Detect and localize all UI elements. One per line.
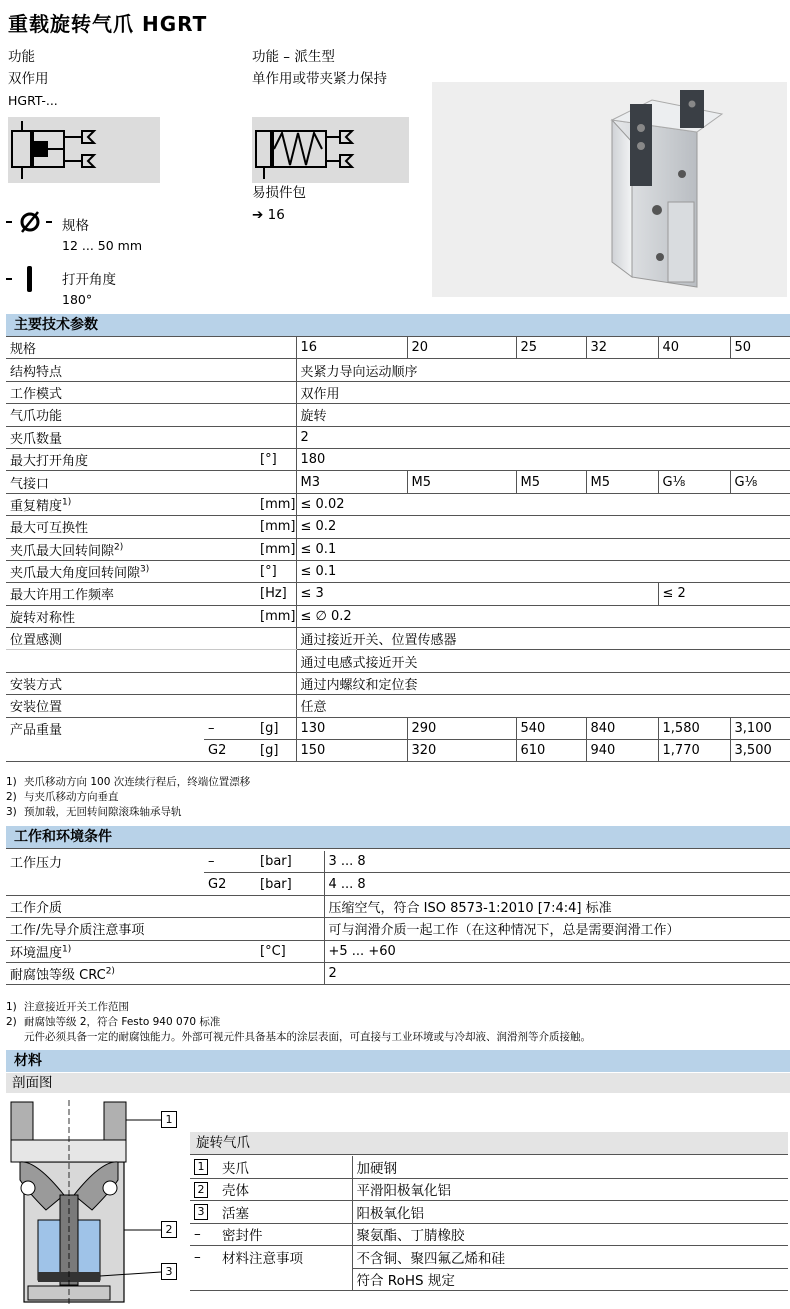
footnote-num: 1) — [6, 1001, 17, 1013]
weight-b-50: 3,500 — [730, 740, 790, 762]
function-variant-type: 单作用或带夹紧力保持 — [252, 71, 387, 87]
row-value-b: 通过电感式接近开关 — [296, 650, 790, 672]
row-value: 2 — [296, 426, 790, 448]
part-name: 夹爪 — [218, 1156, 352, 1178]
part-name: 材料注意事项 — [222, 1251, 303, 1267]
part-material: 平滑阳极氧化铝 — [352, 1178, 788, 1201]
weight-b-25: 610 — [516, 740, 586, 762]
size-50: 50 — [730, 337, 790, 359]
weight-a-32: 840 — [586, 717, 658, 739]
footnote-ref: 2) — [105, 966, 115, 977]
port-16: M3 — [296, 471, 407, 493]
part-num: – — [194, 1249, 201, 1265]
row-label: 安装位置 — [6, 695, 296, 717]
row-label: 旋转对称性 — [6, 605, 256, 627]
row-label: 最大许用工作频率 — [6, 583, 256, 605]
table-row — [6, 337, 790, 359]
wear-parts-label: 易损件包 — [252, 185, 306, 201]
row-label: 工作/先导介质注意事项 — [6, 918, 324, 940]
row-value: 压缩空气，符合 ISO 8573-1:2010 [7:4:4] 标准 — [324, 895, 790, 917]
part-name: 壳体 — [218, 1178, 352, 1201]
part-name: 活塞 — [218, 1201, 352, 1224]
footnote-text: 元件必须具备一定的耐腐蚀能力。外部可视元件具备基本的涂层表面，可直接与工业环境或与冷却液、润滑剂等介质接触。 — [24, 1031, 591, 1043]
table-row — [6, 672, 790, 694]
size-16: 16 — [296, 337, 407, 359]
footnote-ref: 1) — [62, 497, 72, 508]
part-num-box: 3 — [194, 1204, 208, 1220]
row-value: 通过接近开关、位置传感器 — [296, 628, 790, 650]
port-50: G⅛ — [730, 471, 790, 493]
row-label — [6, 940, 256, 962]
row-label-text: 夹爪最大回转间隙 — [10, 543, 115, 559]
row-label — [6, 560, 256, 582]
cross-section-drawing — [6, 1100, 186, 1309]
single-acting-symbol — [252, 117, 409, 183]
double-acting-symbol — [8, 117, 160, 183]
table-row — [6, 695, 790, 717]
materials-table-title: 旋转气爪 — [190, 1132, 788, 1155]
part-material-b: 符合 RoHS 规定 — [352, 1268, 788, 1291]
weight-b-32: 940 — [586, 740, 658, 762]
table-row — [6, 471, 790, 493]
table-row — [6, 538, 790, 560]
row-value: 3 ... 8 — [324, 851, 790, 873]
footnote-num: 2) — [6, 791, 17, 803]
row-value: 双作用 — [296, 381, 790, 403]
weight-a-40: 1,580 — [658, 717, 730, 739]
part-num — [190, 1178, 218, 1201]
table-row — [6, 404, 790, 426]
table-row — [6, 940, 790, 962]
row-unit: [g] — [256, 717, 296, 739]
table-row — [6, 448, 790, 470]
function-block — [8, 46, 58, 112]
footnote-ref: 3) — [140, 564, 150, 575]
function-code: HGRT-... — [8, 93, 58, 108]
footnote — [6, 1000, 591, 1015]
row-label: 位置感测 — [6, 628, 296, 650]
env-table-heading: 工作和环境条件 — [6, 826, 790, 849]
weight-b-16: 150 — [296, 740, 407, 762]
gripper-photo-icon — [432, 82, 787, 297]
footnote-text: 与夹爪移动方向垂直 — [24, 791, 119, 803]
variant-b: G2 — [204, 873, 256, 895]
function-variant-label: 功能 – 派生型 — [252, 49, 335, 65]
row-value: ≤ ∅ 0.2 — [296, 605, 790, 627]
footnote — [6, 1030, 591, 1045]
table-row — [6, 918, 790, 940]
table-row — [190, 1201, 788, 1224]
part-num: – — [190, 1223, 218, 1246]
size-40: 40 — [658, 337, 730, 359]
table-row — [190, 1223, 788, 1246]
footnote-num: 3) — [6, 806, 17, 818]
main-table-heading: 主要技术参数 — [6, 314, 790, 337]
footnote — [6, 1015, 591, 1030]
size-20: 20 — [407, 337, 516, 359]
materials-table — [190, 1156, 788, 1291]
weight-a-50: 3,100 — [730, 717, 790, 739]
table-row — [190, 1246, 788, 1269]
variant-a: – — [204, 851, 256, 873]
env-spec-table — [6, 851, 790, 985]
footnote-text: 预加载，无回转间隙滚珠轴承导轨 — [24, 806, 182, 818]
opening-value: 180° — [62, 292, 93, 307]
part-num-box: 2 — [194, 1182, 208, 1198]
table-row — [6, 426, 790, 448]
table-row — [6, 962, 790, 984]
footnote-text: 耐腐蚀等级 2，符合 Festo 940 070 标准 — [24, 1016, 221, 1028]
materials-heading: 材料 — [6, 1050, 790, 1072]
cross-section-icon — [6, 1100, 186, 1305]
table-row — [6, 628, 790, 650]
part-name-empty — [218, 1268, 352, 1291]
weight-a-25: 540 — [516, 717, 586, 739]
row-unit: [g] — [256, 740, 296, 762]
table-row — [6, 650, 790, 672]
double-acting-symbol-icon — [8, 117, 160, 183]
row-value: 旋转 — [296, 404, 790, 426]
table-row — [190, 1156, 788, 1178]
row-value: ≤ 0.1 — [296, 560, 790, 582]
table-row — [6, 381, 790, 403]
row-label — [6, 962, 324, 984]
part-num — [190, 1201, 218, 1224]
row-label: 工作压力 — [10, 856, 63, 872]
table-row — [6, 493, 790, 515]
size-value: 12 ... 50 mm — [62, 238, 143, 253]
part-material: 加硬钢 — [352, 1156, 788, 1178]
row-value: ≤ 0.1 — [296, 538, 790, 560]
row-unit: [Hz] — [256, 583, 296, 605]
row-label: 结构特点 — [6, 359, 296, 381]
opening-angle-icon — [6, 266, 52, 296]
part-material: 阳极氧化铝 — [352, 1201, 788, 1224]
table-row — [6, 516, 790, 538]
table-row — [190, 1268, 788, 1291]
row-value: ≤ 0.02 — [296, 493, 790, 515]
row-label: 工作介质 — [6, 895, 324, 917]
single-acting-spring-symbol-icon — [252, 117, 409, 183]
row-label: 气接口 — [6, 471, 296, 493]
env-footnotes — [6, 1000, 591, 1045]
size-32: 32 — [586, 337, 658, 359]
row-label — [6, 538, 256, 560]
row-value: ≤ 0.2 — [296, 516, 790, 538]
size-icon — [6, 210, 52, 238]
main-spec-table — [6, 337, 790, 762]
row-label — [6, 493, 256, 515]
table-row — [6, 583, 790, 605]
port-25: M5 — [516, 471, 586, 493]
table-row — [6, 605, 790, 627]
row-unit: [°C] — [256, 940, 324, 962]
footnote-text: 夹爪移动方向 100 次连续行程后，终端位置漂移 — [24, 776, 251, 788]
part-name: 密封件 — [218, 1223, 352, 1246]
row-value: 任意 — [296, 695, 790, 717]
function-type: 双作用 — [8, 71, 49, 87]
weight-b-20: 320 — [407, 740, 516, 762]
row-value: ≤ 3 — [296, 583, 658, 605]
table-row — [6, 717, 790, 739]
callout-3: 3 — [161, 1263, 177, 1280]
row-unit: [mm] — [256, 493, 296, 515]
row-value-2: ≤ 2 — [658, 583, 790, 605]
footnote — [6, 805, 250, 820]
row-value-b: 4 ... 8 — [324, 873, 790, 895]
row-value: 可与润滑介质一起工作（在这种情况下，总是需要润滑工作） — [324, 918, 790, 940]
function-label: 功能 — [8, 49, 35, 65]
weight-a-20: 290 — [407, 717, 516, 739]
row-label: 安装方式 — [6, 672, 296, 694]
row-unit: [°] — [256, 448, 296, 470]
table-row — [6, 560, 790, 582]
wear-parts-ref: 16 — [267, 207, 285, 223]
row-unit: [°] — [256, 560, 296, 582]
footnote — [6, 790, 250, 805]
function-variant-block — [252, 46, 387, 90]
table-row — [6, 851, 790, 873]
row-value: 通过内螺纹和定位套 — [296, 672, 790, 694]
row-value: 夹紧力导向运动顺序 — [296, 359, 790, 381]
port-40: G⅛ — [658, 471, 730, 493]
page-title: 重载旋转气爪 HGRT — [8, 12, 208, 36]
opening-label: 打开角度 — [62, 272, 116, 288]
row-unit: [bar] — [256, 851, 324, 873]
port-32: M5 — [586, 471, 658, 493]
row-value: 2 — [324, 962, 790, 984]
row-label: 夹爪数量 — [6, 426, 296, 448]
part-num-empty — [190, 1268, 218, 1291]
arrow-right-icon: ➔ — [252, 207, 264, 223]
table-row — [6, 359, 790, 381]
variant-b: G2 — [204, 740, 256, 762]
row-label: 产品重量 — [10, 723, 63, 739]
footnote-num: 1) — [6, 776, 17, 788]
weight-b-40: 1,770 — [658, 740, 730, 762]
row-value: 180 — [296, 448, 790, 470]
row-label-text: 夹爪最大角度回转间隙 — [10, 566, 141, 582]
table-row — [6, 740, 790, 762]
opening-spec — [62, 270, 116, 310]
row-unit: [mm] — [256, 538, 296, 560]
table-row — [6, 873, 790, 895]
callout-1: 1 — [161, 1111, 177, 1128]
table-row — [190, 1178, 788, 1201]
callout-2: 2 — [161, 1221, 177, 1238]
row-unit: [bar] — [256, 873, 324, 895]
row-value: +5 ... +60 — [324, 940, 790, 962]
footnote — [6, 775, 250, 790]
row-label: 最大可互换性 — [6, 516, 256, 538]
size-25: 25 — [516, 337, 586, 359]
row-label-text: 重复精度 — [10, 498, 63, 514]
size-header-label: 规格 — [6, 337, 296, 359]
footnote-ref: 1) — [62, 944, 72, 955]
wear-parts-block — [252, 182, 306, 226]
materials-subheading: 剖面图 — [6, 1073, 790, 1093]
main-footnotes — [6, 775, 250, 820]
part-material: 聚氨酯、丁腈橡胶 — [352, 1223, 788, 1246]
wear-parts-link[interactable] — [252, 204, 306, 226]
row-label-empty — [6, 650, 296, 672]
row-unit: [mm] — [256, 516, 296, 538]
product-photo — [432, 82, 787, 297]
part-material: 不含铜、聚四氟乙烯和硅 — [352, 1246, 788, 1269]
variant-a: – — [204, 717, 256, 739]
table-row — [6, 895, 790, 917]
size-label: 规格 — [62, 218, 89, 234]
part-num-box: 1 — [194, 1159, 208, 1175]
size-spec — [62, 216, 142, 256]
footnote-text: 注意接近开关工作范围 — [24, 1001, 129, 1013]
row-label: 最大打开角度 — [6, 448, 256, 470]
row-label-empty — [6, 740, 204, 762]
row-unit: [mm] — [256, 605, 296, 627]
footnote-num: 2) — [6, 1016, 17, 1028]
part-num — [190, 1156, 218, 1178]
weight-a-16: 130 — [296, 717, 407, 739]
port-20: M5 — [407, 471, 516, 493]
row-label-empty — [6, 873, 204, 895]
row-label: 气爪功能 — [6, 404, 296, 426]
row-label-text: 环境温度 — [10, 945, 63, 961]
footnote-ref: 2) — [114, 542, 124, 553]
row-label: 工作模式 — [6, 381, 296, 403]
row-label-text: 耐腐蚀等级 CRC — [10, 968, 106, 984]
